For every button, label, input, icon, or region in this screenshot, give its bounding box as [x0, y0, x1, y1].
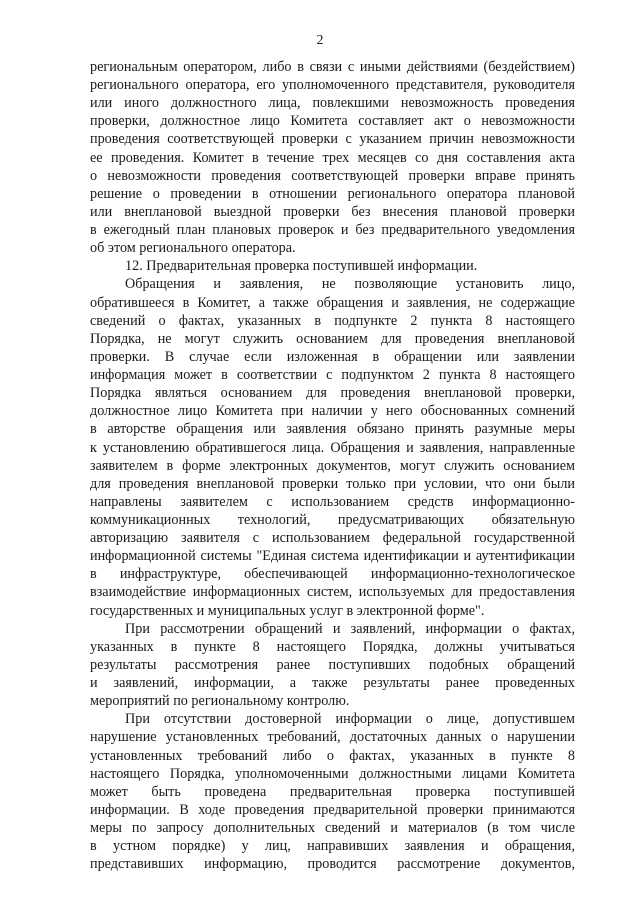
text-line: нарушение установленных требований, достаточных данных о нарушении	[90, 729, 575, 746]
text-line: может быть проведена предварительная проверка поступившей	[90, 783, 575, 800]
text-line: региональным оператором, либо в связи с иными действиями (бездействием)	[90, 59, 575, 75]
text-line: в ежегодный план плановых проверок и без предварительного уведомления	[90, 222, 575, 239]
text-line: проверки, должностное лицо Комитета составляет акт о невозможности	[90, 113, 575, 130]
text-line: проведения соответствующей проверки с указанием причин невозможности	[90, 131, 575, 148]
text-line: или внеплановой выездной проверки без внесения плановой проверки	[90, 203, 575, 220]
text-line: авторизацию заявителя с использованием федеральной государственной	[90, 530, 575, 547]
text-line: настоящего Порядка, уполномоченными должностными лицами Комитета	[90, 765, 575, 782]
text-line: проверки. В случае если изложенная в обращении или заявлении	[90, 348, 575, 365]
text-line: Порядка, не могут служить основанием для проведения внеплановой	[90, 330, 575, 347]
text-line: должностное лицо Комитета при наличии у него обоснованных сомнений	[90, 403, 575, 420]
page-number: 2	[316, 33, 324, 48]
text-line: в устном порядке) у лиц, направивших заявления и обращения,	[90, 838, 575, 855]
text-line: При рассмотрении обращений и заявлений, информации о фактах,	[125, 620, 575, 637]
text-line: мероприятий по региональному контролю.	[90, 693, 350, 710]
text-line: представивших информацию, проводится рассмотрение документов,	[90, 856, 575, 873]
text-line: результаты рассмотрения ранее поступивших подобных обращений	[90, 656, 575, 673]
text-line: информация может в соответствии с подпунктом 2 пункта 8 настоящего	[90, 367, 575, 384]
text-line: коммуникационных технологий, предусматривающих обязательную	[90, 512, 575, 528]
text-line: Порядка являться основанием для проведения внеплановой проверки,	[90, 385, 575, 402]
text-line: регионального оператора, его уполномоченного представителя, руководителя	[90, 77, 575, 94]
text-line: 12. Предварительная проверка поступившей информации.	[125, 258, 478, 275]
text-line: к установлению обратившегося лица. Обращения и заявления, направленные	[90, 439, 575, 456]
text-line: государственных и муниципальных услуг в электронной форме".	[90, 602, 485, 619]
text-line: обратившееся в Комитет, а также обращения и заявления, не содержащие	[90, 294, 575, 311]
text-line: информации. В ходе проведения предварительной проверки принимаются	[90, 801, 575, 818]
text-line: о невозможности проведения соответствующей проверки вправе принять	[90, 167, 575, 184]
text-line: меры по запросу дополнительных сведений и материалов (в том числе	[90, 820, 575, 837]
text-line: указанных в пункте 8 настоящего Порядка, должны учитываться	[90, 638, 575, 655]
text-line: ее проведения. Комитет в течение трех месяцев со дня составления акта	[90, 149, 575, 166]
text-line: При отсутствии достоверной информации о лице, допустившем	[125, 711, 575, 728]
text-line: информационной системы "Единая система идентификации и аутентификации	[90, 548, 575, 565]
text-line: направлены заявителем с использованием средств информационно-	[90, 493, 575, 510]
text-line: Обращения и заявления, не позволяющие установить лицо,	[125, 276, 575, 293]
text-line: установленных требований либо о фактах, указанных в пункте 8	[90, 747, 575, 764]
text-line: решение о проведении в отношении регионального оператора плановой	[90, 185, 575, 202]
text-line: или иного должностного лица, повлекшими невозможность проведения	[90, 95, 575, 112]
text-line: об этом регионального оператора.	[90, 240, 296, 257]
text-line: в инфраструктуре, обеспечивающей информационно-технологическое	[90, 566, 575, 583]
text-line: и заявлений, информации, а также результаты ранее проведенных	[90, 675, 575, 692]
text-line: для проведения внеплановой проверки только при условии, что они были	[90, 475, 575, 492]
text-line: сведений о фактах, указанных в подпункте 2 пункта 8 настоящего	[90, 312, 575, 329]
text-line: заявителем в форме электронных документов, могут служить основанием	[90, 457, 575, 474]
text-line: взаимодействие информационных систем, используемых для предоставления	[90, 584, 575, 601]
text-line: в авторстве обращения или заявления обязано принять разумные меры	[90, 421, 575, 438]
